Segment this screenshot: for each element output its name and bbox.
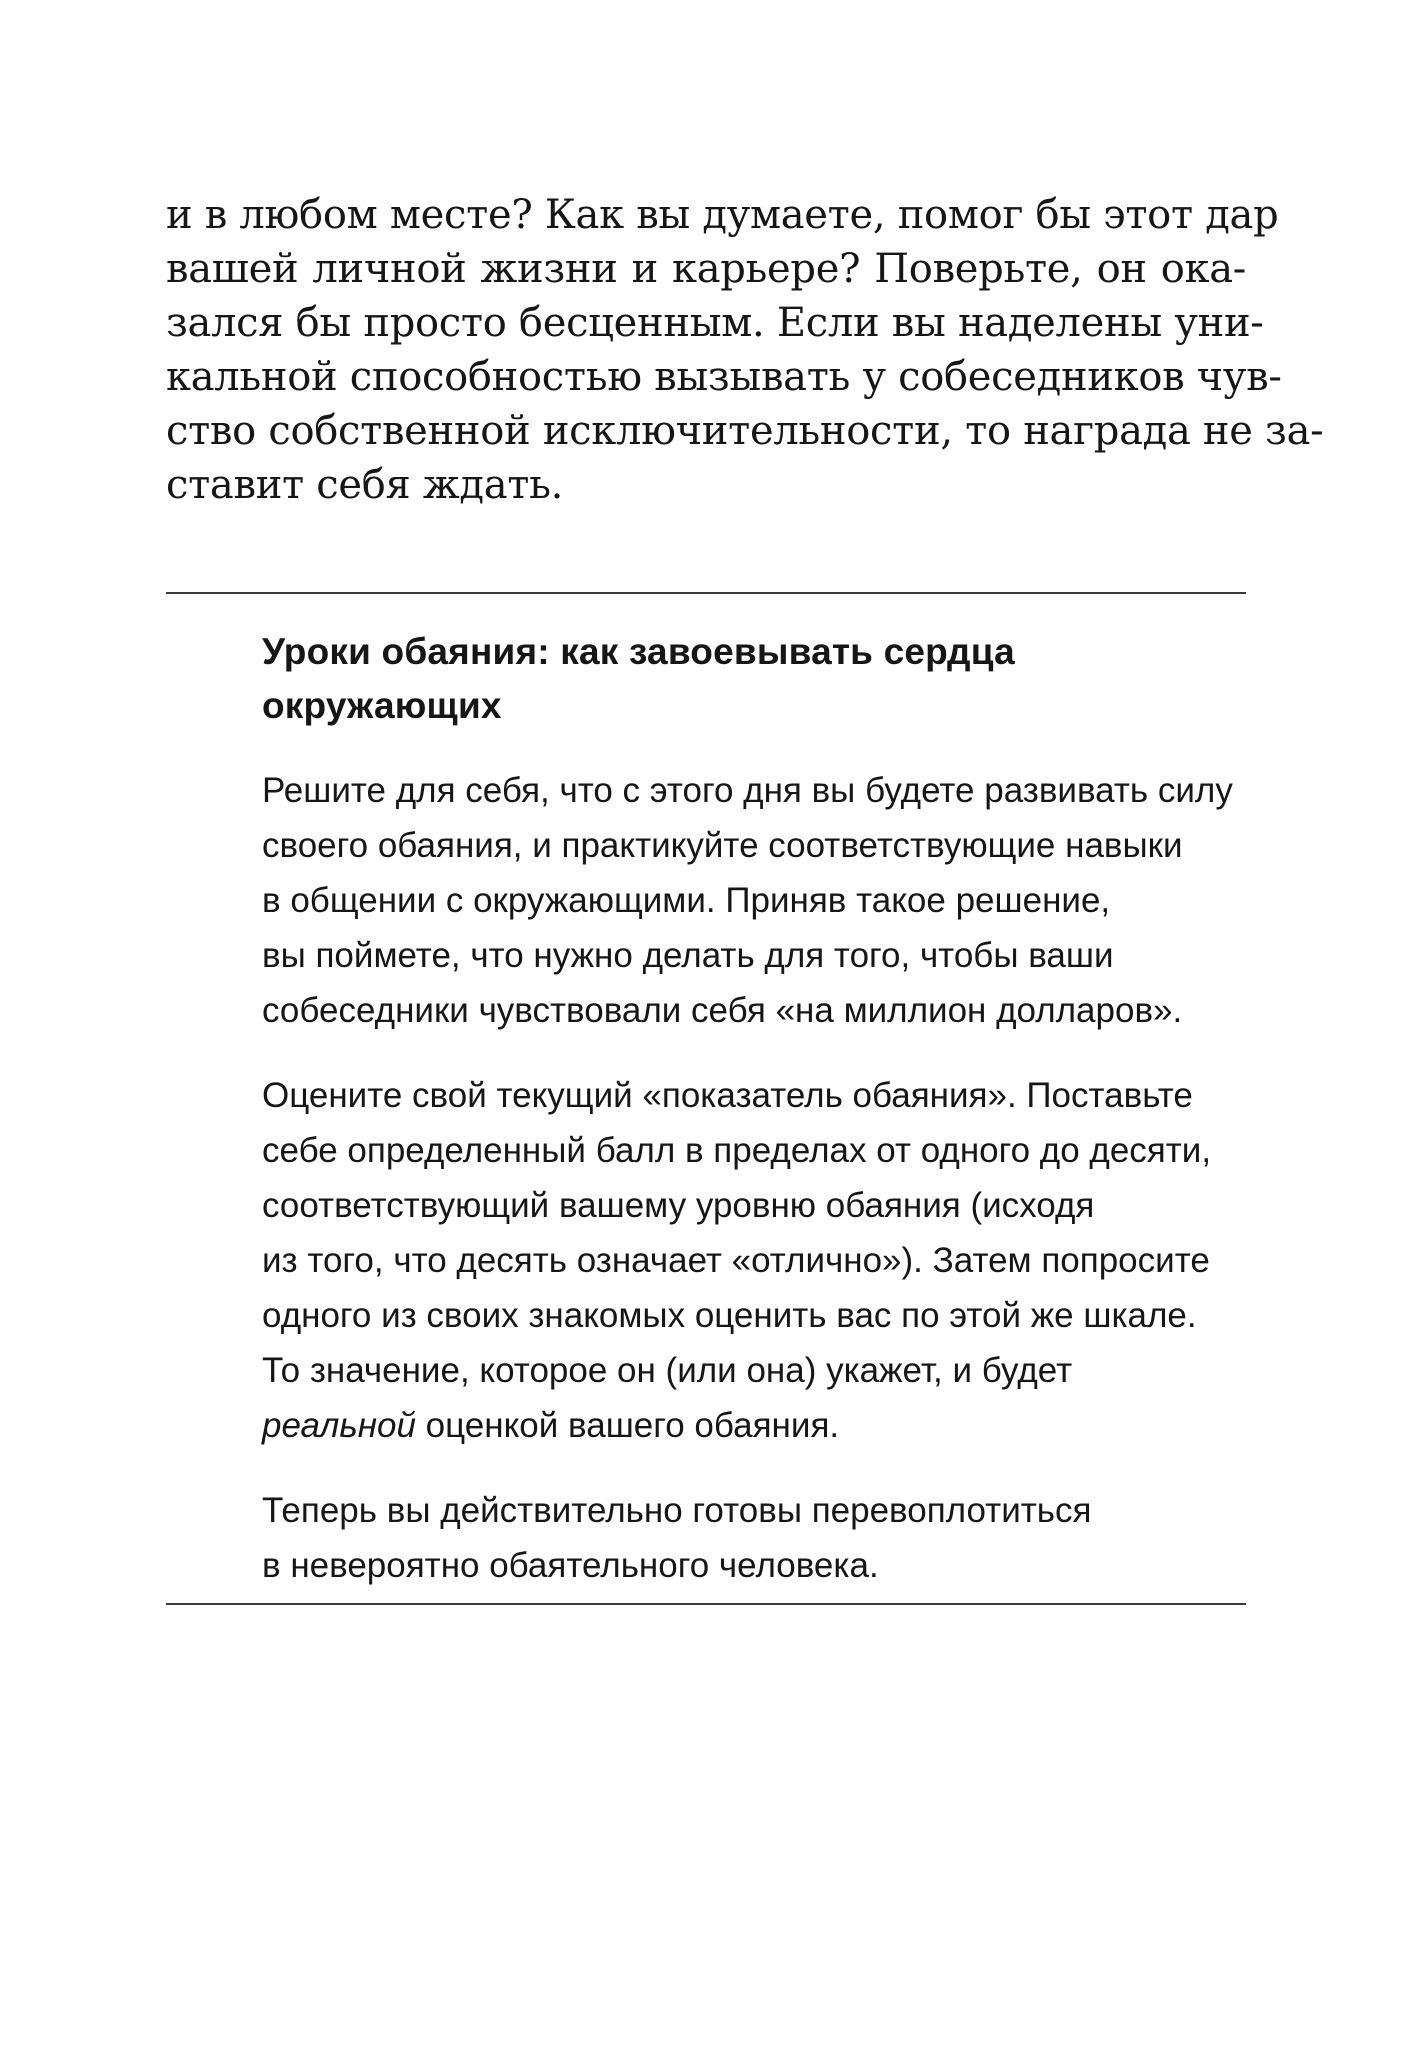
sidebar-title bbox=[262, 625, 1252, 733]
intro-paragraph bbox=[166, 188, 1324, 512]
text-line: вашей личной жизни и карьере? Поверьте, он ока- bbox=[166, 246, 1246, 292]
text-line: из того, что десять означает «отлично»). Затем попросите bbox=[262, 1241, 1210, 1280]
text-fragment: оценкой вашего обаяния. bbox=[415, 1406, 840, 1445]
sidebar-paragraph-1 bbox=[262, 763, 1252, 1038]
text-line: ство собственной исключительности, то награда не за- bbox=[166, 408, 1324, 454]
text-line: в общении с окружающими. Приняв такое решение, bbox=[262, 881, 1111, 920]
divider-bottom bbox=[166, 1603, 1246, 1605]
emphasis-text: реальной bbox=[262, 1406, 416, 1445]
text-line: и в любом месте? Как вы думаете, помог бы этот дар bbox=[166, 192, 1279, 238]
sidebar-paragraph-3 bbox=[262, 1483, 1252, 1593]
title-line: Уроки обаяния: как завоевывать сердца bbox=[262, 631, 1015, 672]
text-line: своего обаяния, и практикуйте соответствующие навыки bbox=[262, 826, 1183, 865]
text-line: ставит себя ждать. bbox=[166, 462, 564, 508]
sidebar-box bbox=[262, 625, 1252, 1623]
text-line: Оцените свой текущий «показатель обаяния». Поставьте bbox=[262, 1076, 1193, 1115]
sidebar-paragraph-2 bbox=[262, 1068, 1252, 1453]
text-line: собеседники чувствовали себя «на миллион долларов». bbox=[262, 991, 1183, 1030]
text-line: зался бы просто бесценным. Если вы наделены уни- bbox=[166, 300, 1264, 346]
text-line: Теперь вы действительно готовы перевоплотиться bbox=[262, 1491, 1092, 1530]
text-line: себе определенный балл в пределах от одного до десяти, bbox=[262, 1131, 1212, 1170]
text-line: соответствующий вашему уровню обаяния (исходя bbox=[262, 1186, 1095, 1225]
text-line: в невероятно обаятельного человека. bbox=[262, 1546, 879, 1585]
text-line: Решите для себя, что с этого дня вы будете развивать силу bbox=[262, 771, 1233, 810]
text-line: кальной способностью вызывать у собеседников чув- bbox=[166, 354, 1282, 400]
divider-top bbox=[166, 592, 1246, 594]
text-line: То значение, которое он (или она) укажет, и будет bbox=[262, 1351, 1073, 1390]
title-line: окружающих bbox=[262, 685, 502, 726]
text-line: вы поймете, что нужно делать для того, чтобы ваши bbox=[262, 936, 1114, 975]
text-line: одного из своих знакомых оценить вас по этой же шкале. bbox=[262, 1296, 1197, 1335]
text-line bbox=[262, 1398, 1252, 1453]
